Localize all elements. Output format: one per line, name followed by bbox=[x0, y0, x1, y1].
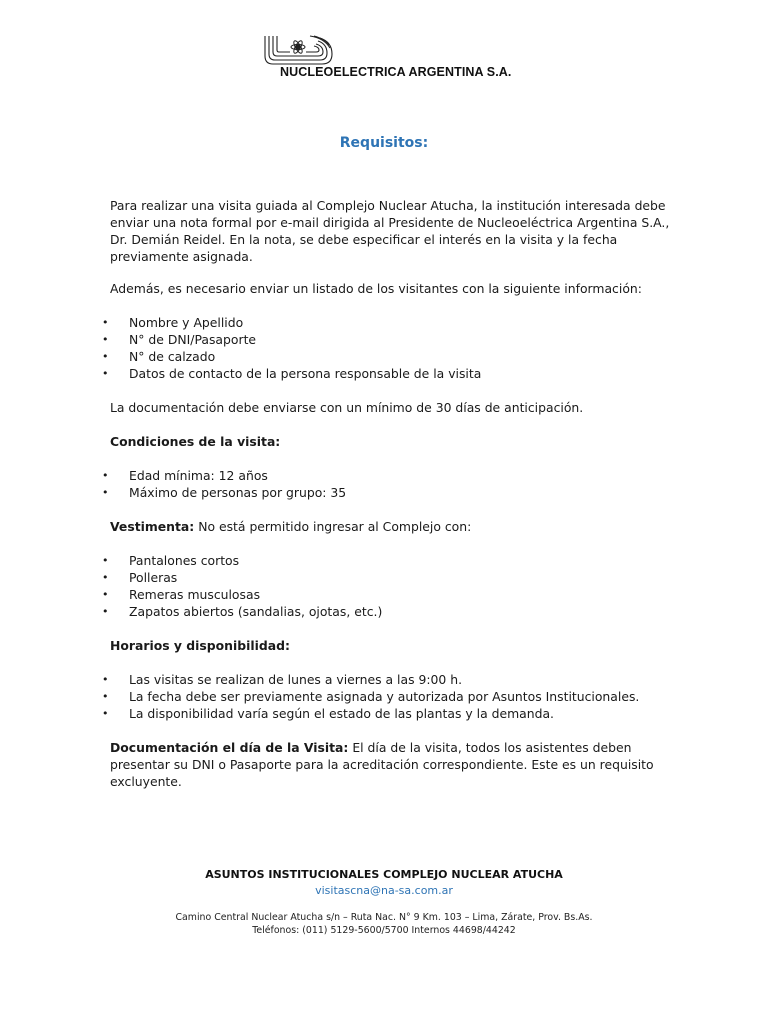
list-item bbox=[102, 365, 670, 382]
list-item-text: La disponibilidad varía según el estado de las plantas y la demanda. bbox=[129, 706, 554, 721]
clothing-list bbox=[102, 552, 670, 620]
visitor-list-intro: Además, es necesario enviar un listado de los visitantes con la siguiente información: bbox=[110, 281, 642, 296]
list-item bbox=[102, 671, 670, 688]
bullet-icon: • bbox=[102, 350, 109, 363]
list-item-text: Edad mínima: 12 años bbox=[129, 468, 268, 483]
bullet-icon: • bbox=[102, 316, 109, 329]
clothing-text: No está permitido ingresar al Complejo con: bbox=[194, 519, 472, 534]
list-item-text: Datos de contacto de la persona responsable de la visita bbox=[129, 366, 482, 381]
footer-phones: Teléfonos: (011) 5129-5600/5700 Internos 44698/44242 bbox=[252, 925, 516, 936]
company-name: NUCLEOELECTRICA ARGENTINA S.A. bbox=[280, 65, 512, 79]
list-item bbox=[102, 331, 670, 348]
documentation-paragraph bbox=[110, 739, 670, 790]
bullet-icon: • bbox=[102, 333, 109, 346]
list-item-text: Remeras musculosas bbox=[129, 587, 261, 602]
bullet-icon: • bbox=[102, 690, 109, 703]
bullet-icon: • bbox=[102, 605, 109, 618]
bullet-icon: • bbox=[102, 486, 109, 499]
bullet-icon: • bbox=[102, 571, 109, 584]
intro-paragraph: Para realizar una visita guiada al Complejo Nuclear Atucha, la institución interesada debe enviar una nota formal por e-mail dirigida al Presidente de Nucleoeléctrica Argentina S.A., Dr. Demián Reidel. En la nota, se debe especificar el interés en la visita y la fecha previamente asignada. bbox=[110, 198, 670, 264]
list-item-text: N° de DNI/Pasaporte bbox=[129, 332, 257, 347]
bullet-icon: • bbox=[102, 707, 109, 720]
list-item bbox=[102, 603, 670, 620]
list-item-text: Nombre y Apellido bbox=[129, 315, 244, 330]
documentation-text: El día de la visita, todos los asistentes deben presentar su DNI o Pasaporte para la acreditación correspondiente. Este es un requisito excluyente. bbox=[110, 740, 654, 789]
bullet-icon: • bbox=[102, 673, 109, 686]
list-item bbox=[102, 569, 670, 586]
bullet-icon: • bbox=[102, 469, 109, 482]
footer-address bbox=[0, 911, 768, 937]
visitor-info-list bbox=[102, 314, 670, 382]
page-title: Requisitos: bbox=[339, 135, 429, 151]
schedule-list bbox=[102, 671, 670, 722]
conditions-heading: Condiciones de la visita: bbox=[110, 434, 281, 449]
list-item-text: Máximo de personas por grupo: 35 bbox=[129, 485, 347, 500]
documentation-label: Documentación el día de la Visita: bbox=[110, 740, 349, 755]
clothing-paragraph bbox=[110, 518, 670, 535]
bullet-icon: • bbox=[102, 367, 109, 380]
bullet-icon: • bbox=[102, 588, 109, 601]
footer-email-link[interactable]: visitascna@na-sa.com.ar bbox=[315, 884, 453, 897]
list-item-text: Pantalones cortos bbox=[129, 553, 240, 568]
conditions-list bbox=[102, 467, 670, 501]
footer-address-line: Camino Central Nuclear Atucha s/n – Ruta Nac. N° 9 Km. 103 – Lima, Zárate, Prov. Bs.As. bbox=[175, 912, 593, 923]
list-item-text: La fecha debe ser previamente asignada y autorizada por Asuntos Institucionales. bbox=[129, 689, 640, 704]
page-footer bbox=[0, 867, 768, 937]
list-item-text: N° de calzado bbox=[129, 349, 216, 364]
schedule-heading: Horarios y disponibilidad: bbox=[110, 638, 290, 653]
list-item bbox=[102, 467, 670, 484]
list-item bbox=[102, 314, 670, 331]
nucleoelectrica-logo-icon bbox=[262, 34, 334, 66]
list-item bbox=[102, 688, 670, 705]
clothing-label: Vestimenta: bbox=[110, 519, 195, 534]
list-item bbox=[102, 705, 670, 722]
deadline-note: La documentación debe enviarse con un mínimo de 30 días de anticipación. bbox=[110, 400, 584, 415]
list-item bbox=[102, 552, 670, 569]
list-item-text: Zapatos abiertos (sandalias, ojotas, etc.) bbox=[129, 604, 383, 619]
document-body bbox=[102, 197, 670, 790]
footer-organization: ASUNTOS INSTITUCIONALES COMPLEJO NUCLEAR ATUCHA bbox=[205, 868, 563, 881]
list-item-text: Las visitas se realizan de lunes a viernes a las 9:00 h. bbox=[129, 672, 463, 687]
list-item bbox=[102, 586, 670, 603]
list-item bbox=[102, 484, 670, 501]
list-item bbox=[102, 348, 670, 365]
list-item-text: Polleras bbox=[129, 570, 178, 585]
bullet-icon: • bbox=[102, 554, 109, 567]
logo-graphic bbox=[262, 34, 334, 66]
